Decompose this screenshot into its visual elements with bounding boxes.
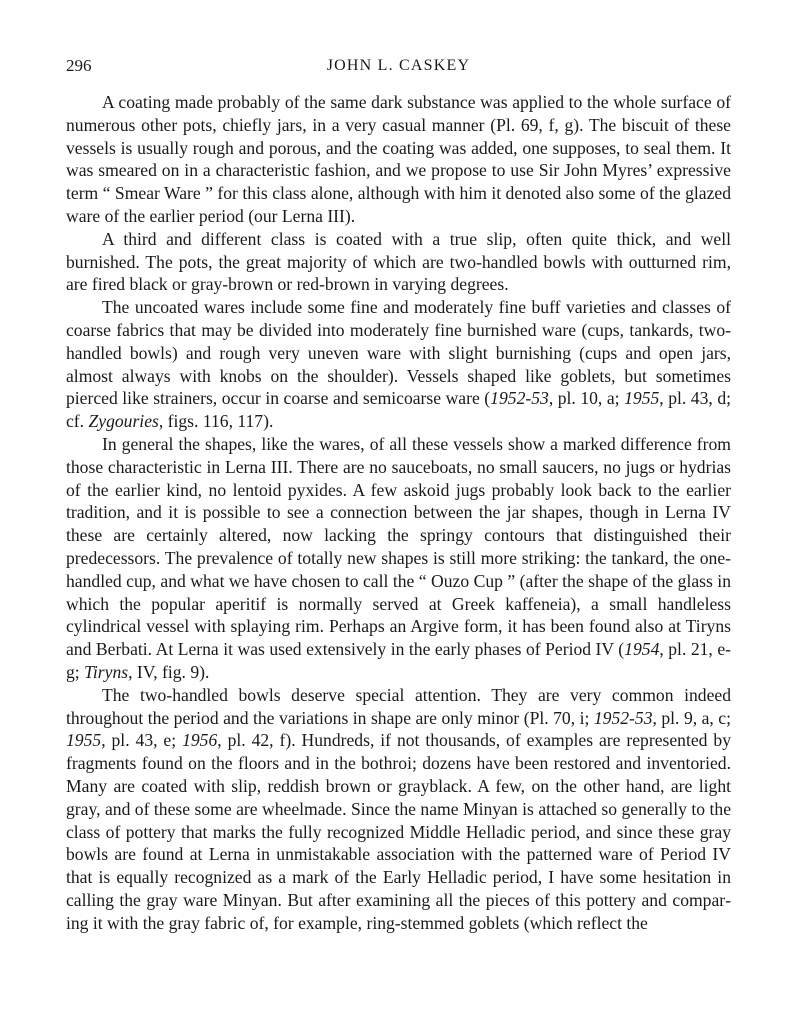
italic-citation: Zygouries [88,411,159,432]
text-run: , pl. 9, a, c; [652,707,731,728]
italic-citation: 1956 [182,730,218,751]
paragraph [66,684,731,935]
paragraph [66,91,731,228]
text-run: , pl. 42, f). Hundreds, if not thousands, of examples are represented by fragments found on the floors and in the bothroi; dozens have been restored and inventoried. Many are coated with slip, reddish brown or grayblack. A few, on the other hand, are light gray, and of these some are wheelmade. Since the name Minyan is attached so generally to the class of pottery that marks the fully recognized Middle Helladic period, and since these gray bowls are found at Lerna in unmistakable association with the patterned ware of Period IV that is equally recognized as a mark of the Early Helladic period, I have some hesitation in calling the gray ware Minyan. But after examining all the pieces of this pottery and comparing it with the gray fabric of, for example, ring-stemmed goblets (which reflect the [66,730,731,933]
text-run: In general the shapes, like the wares, of all these vessels show a marked difference from those characteristic in Lerna III. There are no sauceboats, no small saucers, no jugs or hydrias of the earlier kind, no lentoid pyxides. A few askoid jugs probably look back to the earlier tradition, and it is possible to see a connection between the jar shapes, though in Lerna IV these are certainly altered, now lacking the springy contours that distinguished their predecessors. The prevalence of totally new shapes is still more striking: the tankard, the one-handled cup, and what we have chosen to call the “ Ouzo Cup ” (after the shape of the glass in which the popular aperitif is normally served at Greek kaffeneia), a small handleless cylindrical vessel with splaying rim. Perhaps an Argive form, it has been found also at Tiryns and Berbati. At Lerna it was used extensively in the early phases of Period IV ( [66,433,731,660]
italic-citation: 1952-53 [593,707,653,728]
paragraph [66,296,731,433]
page-number: 296 [66,56,92,75]
text-run: , figs. 116, 117). [158,411,274,432]
text-run: The uncoated wares include some fine and moderately fine buff varieties and classes of coarse fabrics that may be divided into moderately fine burnished ware (cups, tankards, two-handled bowls) and rough very uneven ware with slight burnishing (cups and open jars, almost always with knobs on the shoulder). Vessels shaped like goblets, but sometimes pierced like strainers, occur in coarse and semicoarse ware ( [66,297,731,409]
paragraph [66,228,731,296]
text-run: , pl. 43, d; cf. [66,388,732,432]
page-header [66,55,731,79]
paragraph [66,433,731,684]
text-run: , IV, fig. 9). [128,661,210,682]
italic-citation: 1952-53 [490,388,549,409]
running-head: JOHN L. CASKEY [326,57,471,74]
italic-citation: 1955 [624,388,660,409]
text-run: , pl. 43, e; [101,730,183,751]
italic-citation: Tiryns [84,661,129,682]
body-text [66,91,731,934]
text-run: A coating made probably of the same dark substance was applied to the whole surface of numerous other pots, chiefly jars, in a very casual manner (Pl. 69, f, g). The biscuit of these vessels is usually rough and porous, and the coating was added, one supposes, to seal them. It was smeared on in a characteristic fashion, and we propose to use Sir John Myres’ expressive term “ Smear Ware ” for this class alone, although with him it denoted also some of the glazed ware of the earlier period (our Lerna III). [66,92,731,226]
italic-citation: 1954 [624,639,660,660]
text-run: A third and different class is coated with a true slip, often quite thick, and well burnished. The pots, the great majority of which are two-handled bowls with outturned rim, are fired black or gray-brown or red-brown in varying degrees. [66,228,731,295]
text-run: , pl. 21, e-g; [66,639,731,682]
text-run: , pl. 10, a; [548,388,625,409]
text-run: The two-handled bowls deserve special attention. They are very common indeed throughout the period and the variations in shape are only minor (Pl. 70, i; [66,684,731,728]
italic-citation: 1955 [66,730,102,751]
